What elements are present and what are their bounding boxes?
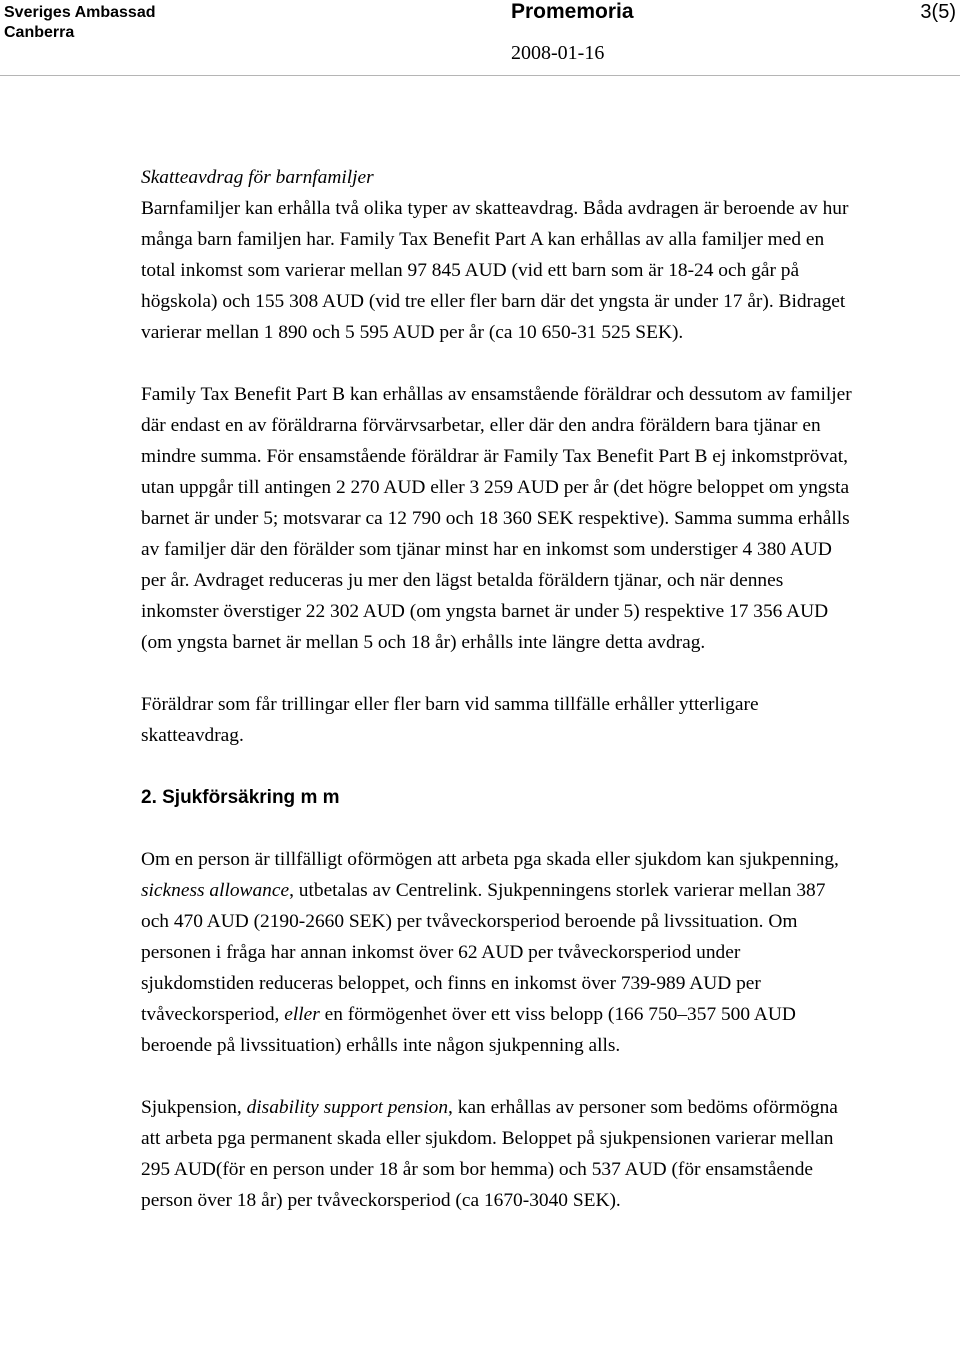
document-body — [141, 162, 853, 1216]
text-run: Om en person är tillfälligt oförmögen att arbeta pga skada eller sjukdom kan sjukpenning, — [141, 849, 839, 870]
document-type: Promemoria — [511, 0, 634, 23]
term-disability-support-pension: disability support pension — [246, 1097, 449, 1118]
paragraph-triplets: Föräldrar som får trillingar eller fler barn vid samma tillfälle erhåller ytterligare skatteavdrag. — [141, 694, 759, 746]
page-header — [0, 0, 960, 78]
header-divider — [0, 75, 960, 76]
paragraph-sickness-allowance — [141, 844, 853, 1061]
paragraph-disability-pension — [141, 1092, 853, 1216]
paragraph-spacer — [141, 751, 853, 782]
text-run: , kan erhållas av personer som bedöms oförmögna att arbeta pga permanent skada eller sjukdom. Beloppet på sjukpensionen varierar mellan 295 AUD(för en person under 18 år som bor hemma) och 537 AUD (för ensamstående person över 18 år) per tvåveckorsperiod (ca 1670-3040 SEK). — [141, 1097, 838, 1211]
section-heading-sickness-insurance: 2. Sjukförsäkring m m — [141, 787, 340, 808]
page-number: 3(5) — [920, 1, 956, 23]
paragraph-family-tax-benefit-a: Barnfamiljer kan erhålla två olika typer av skatteavdrag. Båda avdragen är beroende av hur många barn familjen har. Family Tax Benefit Part A kan erhållas av alla familjer med en total inkomst som varierar mellan 97 845 AUD (vid ett barn som är 18-24 och går på högskola) och 155 308 AUD (vid tre eller fler barn där det yngsta är under 17 år). Bidraget varierar mellan 1 890 och 5 595 AUD per år (ca 10 650-31 525 SEK). — [141, 198, 849, 343]
emphasis-eller: eller — [284, 1004, 320, 1025]
city-name: Canberra — [4, 24, 75, 41]
organization-name: Sveriges Ambassad — [4, 4, 156, 21]
text-run: Sjukpension, — [141, 1097, 247, 1118]
paragraph-spacer — [141, 348, 853, 379]
paragraph-spacer — [141, 813, 853, 844]
text-run: , utbetalas av Centrelink. Sjukpenningens storlek varierar mellan 387 och 470 AUD (2190-2660 SEK) per tvåveckorsperiod beroende på livssituation. Om personen i fråga har annan inkomst över 62 AUD per tvåveckorsperiod under sjukdomstiden reduceras beloppet, och finns en inkomst över 739-989 AUD per tvåveckorsperiod, — [141, 880, 826, 1025]
paragraph-spacer — [141, 1061, 853, 1092]
paragraph-family-tax-benefit-b: Family Tax Benefit Part B kan erhållas av ensamstående föräldrar och dessutom av familjer där endast en av föräldrarna förvärvsarbetar, eller där den andra föräldern bara tjänar en mindre summa. För ensamstående föräldrar är Family Tax Benefit Part B ej inkomstprövat, utan uppgår till antingen 2 270 AUD eller 3 259 AUD per år (det högre beloppet om yngsta barnet är under 5; motsvarar ca 12 790 och 18 360 SEK respektive). Samma summa erhålls av familjer där den förälder som tjänar minst har en inkomst som understiger 4 380 AUD per år. Avdraget reduceras ju mer den lägst betalda föräldern tjänar, och när dennes inkomster överstiger 22 302 AUD (om yngsta barnet är under 5) respektive 17 356 AUD (om yngsta barnet är mellan 5 och 18 år) erhålls inte längre detta avdrag. — [141, 384, 852, 653]
text-run: en förmögenhet över ett viss belopp (166 750–357 500 AUD beroende på livssituation) erhålls inte någon sjukpenning alls. — [141, 1004, 796, 1056]
document-date: 2008-01-16 — [511, 42, 605, 64]
term-sickness-allowance: sickness allowance — [141, 880, 290, 901]
subheading-tax-deductions: Skatteavdrag för barnfamiljer — [141, 167, 374, 188]
paragraph-spacer — [141, 658, 853, 689]
